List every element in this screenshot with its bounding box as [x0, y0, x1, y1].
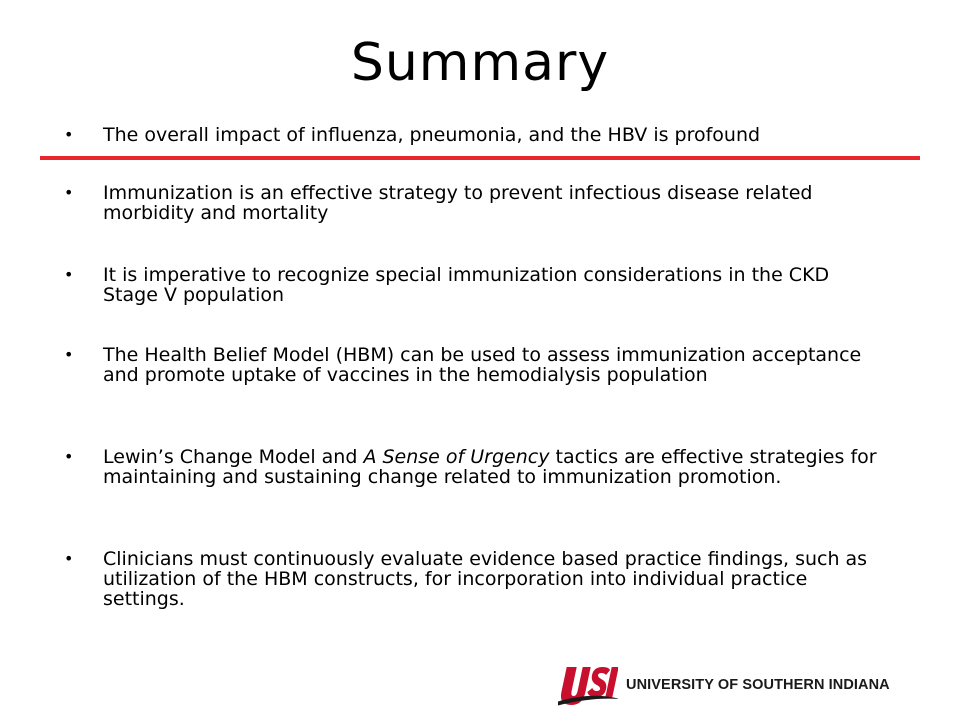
bullet-text: Immunization is an effective strategy to prevent infectious disease related morbidity and mortality — [103, 182, 813, 224]
university-logo — [558, 661, 890, 709]
bullet-item — [64, 183, 884, 223]
bullet-marker: • — [64, 447, 74, 466]
university-name: UNIVERSITY OF SOUTHERN INDIANA — [626, 677, 890, 693]
bullet-text-part: Lewin’s Change Model and — [103, 446, 364, 468]
bullet-item — [64, 265, 884, 305]
bullet-marker: • — [64, 549, 74, 568]
bullet-item — [64, 345, 884, 385]
bullet-text-part: tactics are effective strategies for maintaining and sustaining change related to immunization promotion. — [103, 446, 877, 488]
bullet-text: It is imperative to recognize special immunization considerations in the CKD Stage V population — [103, 264, 830, 306]
usi-logo-icon — [558, 661, 618, 709]
bullet-text: Clinicians must continuously evaluate evidence based practice findings, such as utilization of the HBM constructs, for incorporation into individual practice settings. — [103, 548, 868, 610]
bullet-marker: • — [64, 265, 74, 284]
bullet-text: The overall impact of influenza, pneumonia, and the HBV is profound — [103, 124, 761, 146]
bullet-item — [64, 125, 884, 145]
bullet-item — [64, 549, 884, 609]
bullet-marker: • — [64, 125, 74, 144]
bullet-text: The Health Belief Model (HBM) can be used to assess immunization acceptance and promote uptake of vaccines in the hemodialysis population — [103, 344, 862, 386]
bullet-marker: • — [64, 183, 74, 202]
bullet-marker: • — [64, 345, 74, 364]
bullet-item — [64, 447, 884, 487]
book-title-italic: A Sense of Urgency — [363, 446, 550, 468]
bullet-text — [103, 447, 884, 487]
slide-title: Summary — [350, 33, 610, 93]
red-divider-line — [40, 156, 920, 160]
